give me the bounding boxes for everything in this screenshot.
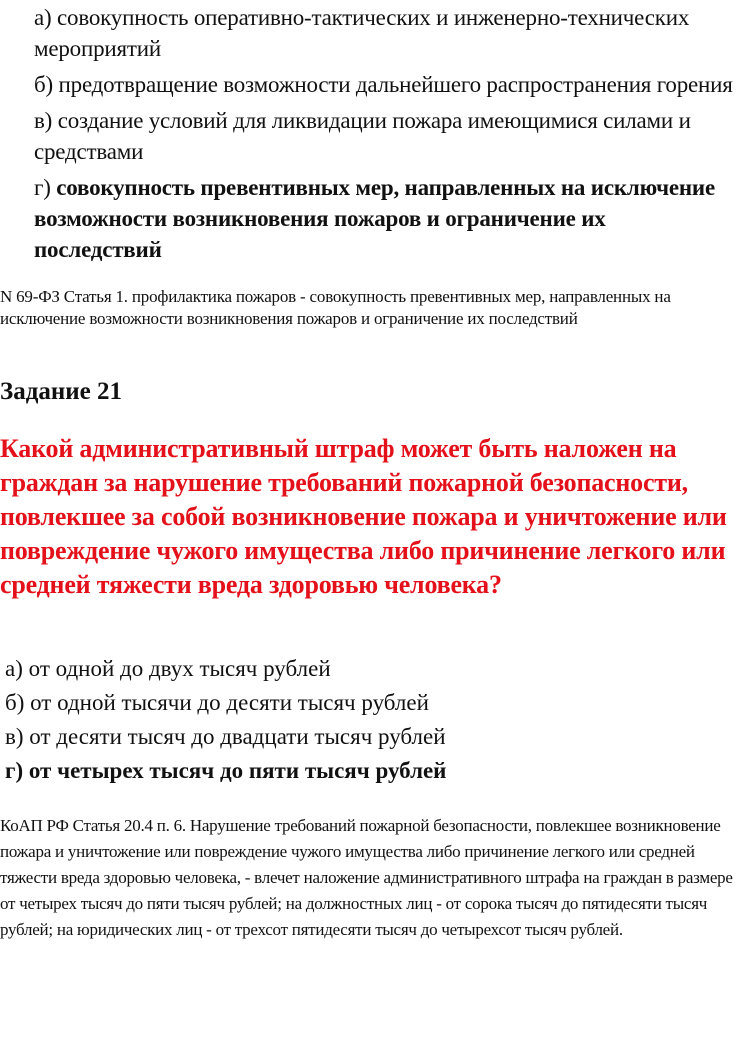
option-label: а): [34, 5, 52, 30]
previous-task-options: [34, 2, 734, 270]
answer-option-a: а) от одной до двух тысяч рублей: [5, 656, 331, 681]
previous-option-a: [34, 2, 734, 64]
task-title: Задание 21: [0, 378, 122, 405]
law-reference-69fz: N 69-ФЗ Статья 1. профилактика пожаров - совокупность превентивных мер, направленных на исключение возможности возникновения пожаров и ограничение их последствий: [0, 287, 671, 328]
option-text: совокупность оперативно-тактических и инженерно-технических мероприятий: [34, 5, 690, 61]
previous-option-c: [34, 105, 734, 167]
answer-option-b: б) от одной тысячи до десяти тысяч рублей: [5, 690, 429, 715]
previous-option-b: [34, 69, 734, 100]
previous-option-d-correct: [34, 172, 734, 265]
option-text: создание условий для ликвидации пожара имеющимися силами и средствами: [34, 108, 691, 164]
answer-option-c: в) от десяти тысяч до двадцати тысяч рублей: [5, 724, 446, 749]
option-label: б): [34, 72, 53, 97]
task-question: Какой административный штраф может быть наложен на граждан за нарушение требований пожарной безопасности, повлекшее за собой возникновение пожара и уничтожение или повреждение чужого имущества либо причинение легкого или средней тяжести вреда здоровью человека?: [0, 434, 727, 599]
option-label: в): [34, 108, 53, 133]
answer-option-d-correct: г) от четырех тысяч до пяти тысяч рублей: [5, 758, 447, 783]
answer-list: [5, 652, 705, 788]
law-reference-koap: КоАП РФ Статья 20.4 п. 6. Нарушение требований пожарной безопасности, повлекшее возникновение пожара и уничтожение или повреждение чужого имущества либо причинение легкого или средней тяжести вреда здоровью человека, - влечет наложение административного штрафа на граждан в размере от четырех тысяч до пяти тысяч рублей; на должностных лиц - от сорока тысяч до пятидесяти тысяч рублей; на юридических лиц - от трехсот пятидесяти тысяч до четырехсот тысяч рублей.: [0, 816, 733, 939]
option-label: г): [34, 175, 51, 200]
option-text: совокупность превентивных мер, направленных на исключение возможности возникновения пожаров и ограничение их последствий: [34, 175, 715, 262]
option-text: предотвращение возможности дальнейшего распространения горения: [58, 72, 733, 97]
